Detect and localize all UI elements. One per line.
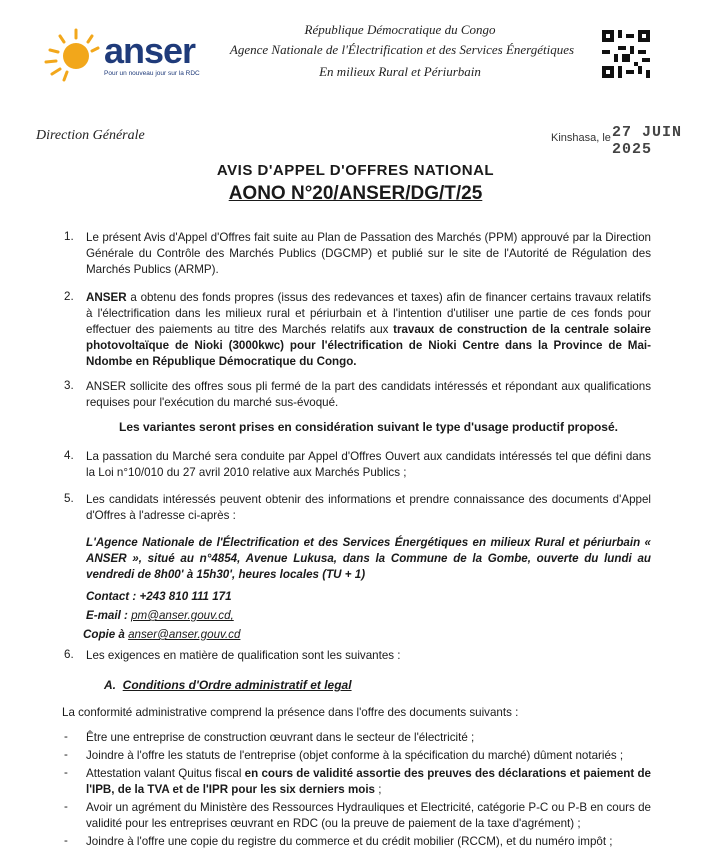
item-6-text: Les exigences en matière de qualification sont les suivantes : (86, 649, 401, 662)
bullet-bold: en cours de validité assortie des preuves des déclarations et paiement de l'IPB, de la TVA et de l'IPR pour les six derniers mois (86, 767, 651, 796)
bullet-dash: - (64, 800, 68, 813)
item-number: 1. (64, 230, 74, 243)
place-date-label: Kinshasa, le (551, 132, 611, 144)
item-2-text (86, 290, 651, 370)
item-number: 3. (64, 379, 74, 392)
bullet-pre: Attestation valant Quitus fiscal (86, 767, 245, 780)
contact-phone: Contact : +243 810 111 171 (86, 590, 232, 603)
logo-wordmark: anser (104, 30, 196, 71)
copy-email-link[interactable]: anser@anser.gouv.cd (128, 628, 241, 641)
bullet-item: Joindre à l'offre les statuts de l'entreprise (objet conforme à la spécification du marché) dûment notariés ; (86, 749, 624, 762)
item-number: 4. (64, 449, 74, 462)
bullet-dash: - (64, 748, 68, 761)
anser-bold: ANSER (86, 291, 127, 304)
copy-label: Copie à (83, 628, 129, 641)
item-5-text: Les candidats intéressés peuvent obtenir des informations et prendre connaissance des documents d'Appel d'Offres à l'adresse ci-après : (86, 493, 651, 522)
area-heading: En milieux Rural et Périurbain (319, 64, 481, 79)
bullet-post: ; (375, 783, 382, 796)
notice-title: AVIS D'APPEL D'OFFRES NATIONAL (216, 162, 495, 179)
direction-label: Direction Générale (36, 128, 145, 143)
variants-note: Les variantes seront prises en considération suivant le type d'usage productif proposé. (119, 420, 618, 434)
bullet-dash: - (64, 730, 68, 743)
bullet-item: Avoir un agrément du Ministère des Ressources Hydrauliques et Electricité, catégorie P-C ou P-B en cours de validité pour les entreprises œuvrant en RDC (ou la preuve de paiement de la taxe d'agrément) ; (86, 801, 651, 830)
agency-heading: Agence Nationale de l'Électrification et des Services Énergétiques (229, 42, 575, 57)
bullet-item: Être une entreprise de construction œuvrant dans le secteur de l'électricité ; (86, 731, 475, 744)
email-label: E-mail : (86, 609, 132, 622)
contact-copy (83, 628, 240, 641)
notice-reference: AONO N°20/ANSER/DG/T/25 (228, 183, 483, 204)
item-number: 5. (64, 492, 74, 505)
sun-logo-icon (36, 28, 106, 86)
qr-code-icon (602, 30, 650, 78)
bullet-item (86, 766, 651, 798)
item-2-works: travaux de construction de la centrale solaire photovoltaïque de Nioki (3000kwc) pour l'électrification de Nioki Centre dans la Province de Mai-Ndombe en République Démocratique du Congo. (86, 323, 651, 368)
section-a-heading (104, 678, 352, 692)
item-number: 6. (64, 648, 74, 661)
logo-tagline: Pour un nouveau jour sur la RDC (104, 70, 200, 77)
item-1-text: Le présent Avis d'Appel d'Offres fait suite au Plan de Passation des Marchés (PPM) approuvé par la Direction Générale du Contrôle des Marchés Publics (DGCMP) et publié sur le site de l'Autorité de Régulation des Marchés Publics (ARMP). (86, 231, 651, 276)
bullet-dash: - (64, 834, 68, 847)
item-3-text: ANSER sollicite des offres sous pli fermé de la part des candidats intéressés et répondant aux qualifications requises pour l'exécution du marché sus-évoqué. (86, 380, 651, 409)
section-a-letter: A. (104, 678, 116, 692)
item-4-text: La passation du Marché sera conduite par Appel d'Offres Ouvert aux candidats intéressés tel que défini dans la Loi n°10/010 du 27 avril 2010 relative aux Marchés Publics ; (86, 450, 651, 479)
republic-heading: République Démocratique du Congo (304, 22, 496, 37)
item-number: 2. (64, 290, 74, 303)
item-2-body: a obtenu des fonds propres (issus des redevances et taxes) afin de financer certains travaux relatifs à l'électrification dans les milieux rural et périurbain et à l'intention d'utiliser une partie de ces fonds pour effectuer des paiements au titre des Marchés relatifs aux (86, 291, 651, 336)
conformity-intro: La conformité administrative comprend la présence dans l'offre des documents suivants : (62, 706, 519, 719)
agency-address: L'Agence Nationale de l'Électrification et des Services Énergétiques en milieux Rural et périurbain « ANSER », situé au n°4854, Avenue Lukusa, dans la Commune de la Gombe, ouverte du lundi au vendredi de 8h00' à 15h30', heures locales (TU + 1) (86, 536, 651, 581)
bullet-dash: - (64, 766, 68, 779)
email-link[interactable]: pm@anser.gouv.cd, (131, 609, 234, 622)
section-a-title: Conditions d'Ordre administratif et legal (122, 678, 352, 692)
date-stamp: 27 JUIN 2025 (612, 124, 683, 158)
bullet-item: Joindre à l'offre une copie du registre du commerce et du crédit mobilier (RCCM), et du numéro impôt ; (86, 835, 613, 848)
contact-email (86, 609, 234, 622)
